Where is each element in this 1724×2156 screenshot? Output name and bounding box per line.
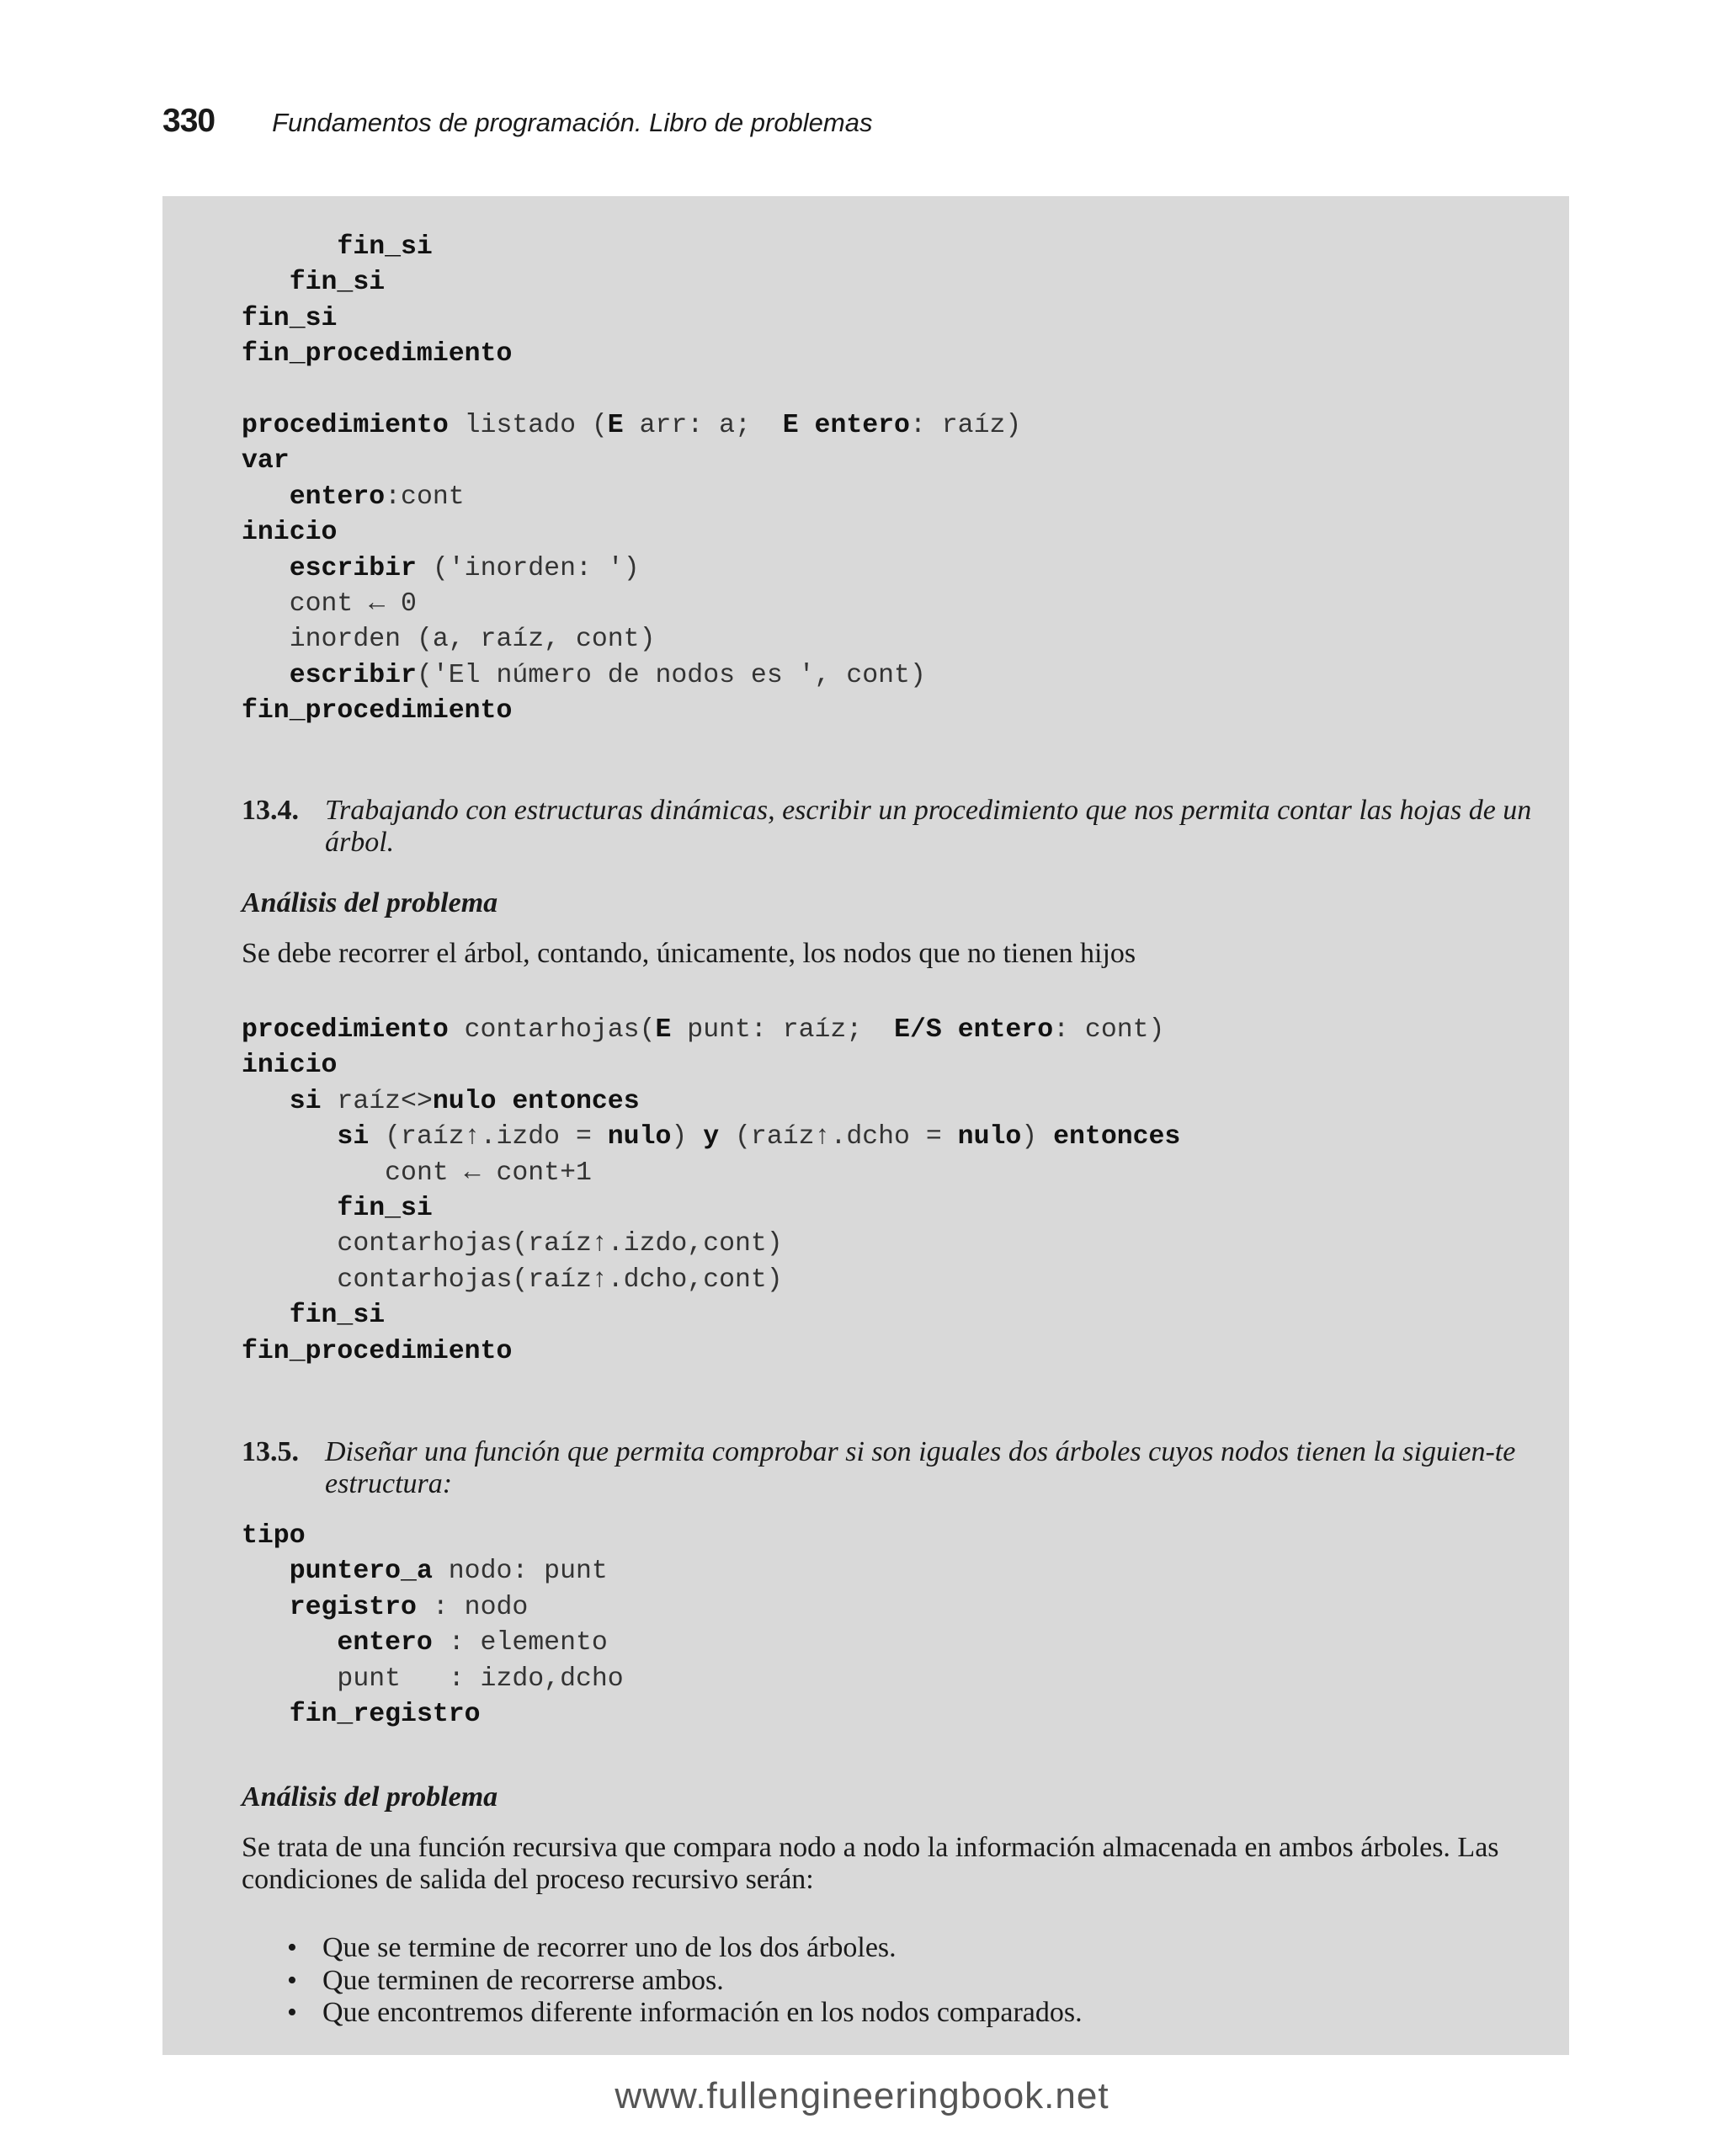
list-item: • Que se termine de recorrer uno de los dos árboles. bbox=[287, 1932, 897, 1963]
content-panel bbox=[162, 196, 1569, 2055]
code-block-tipo: tipo puntero_a nodo: punt registro : nodo entero : elemento punt : izdo,dcho fin_registro bbox=[242, 1521, 624, 1730]
analysis-text: Se debe recorrer el árbol, contando, únicamente, los nodos que no tienen hijos bbox=[242, 938, 1136, 969]
problem-number: 13.4. bbox=[242, 795, 299, 826]
analysis-text: Se trata de una función recursiva que compara nodo a nodo la información almacenada en ambos árboles. Las condiciones de salida del proceso recursivo serán: bbox=[242, 1832, 1499, 1895]
problem-statement: Trabajando con estructuras dinámicas, escribir un procedimiento que nos permita contar las hojas de un árbol. bbox=[325, 795, 1532, 858]
list-item: • Que terminen de recorrerse ambos. bbox=[287, 1964, 724, 1996]
problem-number: 13.5. bbox=[242, 1436, 299, 1467]
problem-13-5 bbox=[242, 1436, 1538, 1500]
problem-statement: Diseñar una función que permita comprobar si son iguales dos árboles cuyos nodos tienen la siguien-te estructura: bbox=[325, 1436, 1516, 1499]
analysis-heading: Análisis del problema bbox=[242, 887, 498, 918]
exit-conditions-list bbox=[242, 1932, 1083, 2030]
problem-13-4 bbox=[242, 795, 1538, 859]
code-block-end-previous: fin_si fin_si fin_si fin_procedimiento bbox=[242, 232, 513, 370]
page-number: 330 bbox=[162, 103, 216, 139]
code-block-listado: procedimiento listado (E arr: a; E entero: raíz) var entero:cont inicio escribir ('inorden: ') cont ← 0 inorden (a, raíz, cont) escribir('El número de nodos es ', cont) fin_procedimiento bbox=[242, 411, 1022, 727]
code-block-contarhojas: procedimiento contarhojas(E punt: raíz; E/S entero: cont) inicio si raíz<>nulo entonces si (raíz↑.izdo = nulo) y (raíz↑.dcho = nulo) entonces cont ← cont+1 fin_si contarhojas(raíz↑.izdo,cont) contarhojas(raíz↑.dcho,cont) fin_si fin_procedimiento bbox=[242, 1015, 1181, 1366]
page-header bbox=[162, 103, 873, 153]
analysis-heading: Análisis del problema bbox=[242, 1781, 498, 1813]
footer-url: www.fullengineeringbook.net bbox=[615, 2075, 1109, 2116]
book-title: Fundamentos de programación. Libro de problemas bbox=[272, 108, 873, 137]
list-item: • Que encontremos diferente información en los nodos comparados. bbox=[287, 1997, 1083, 2028]
